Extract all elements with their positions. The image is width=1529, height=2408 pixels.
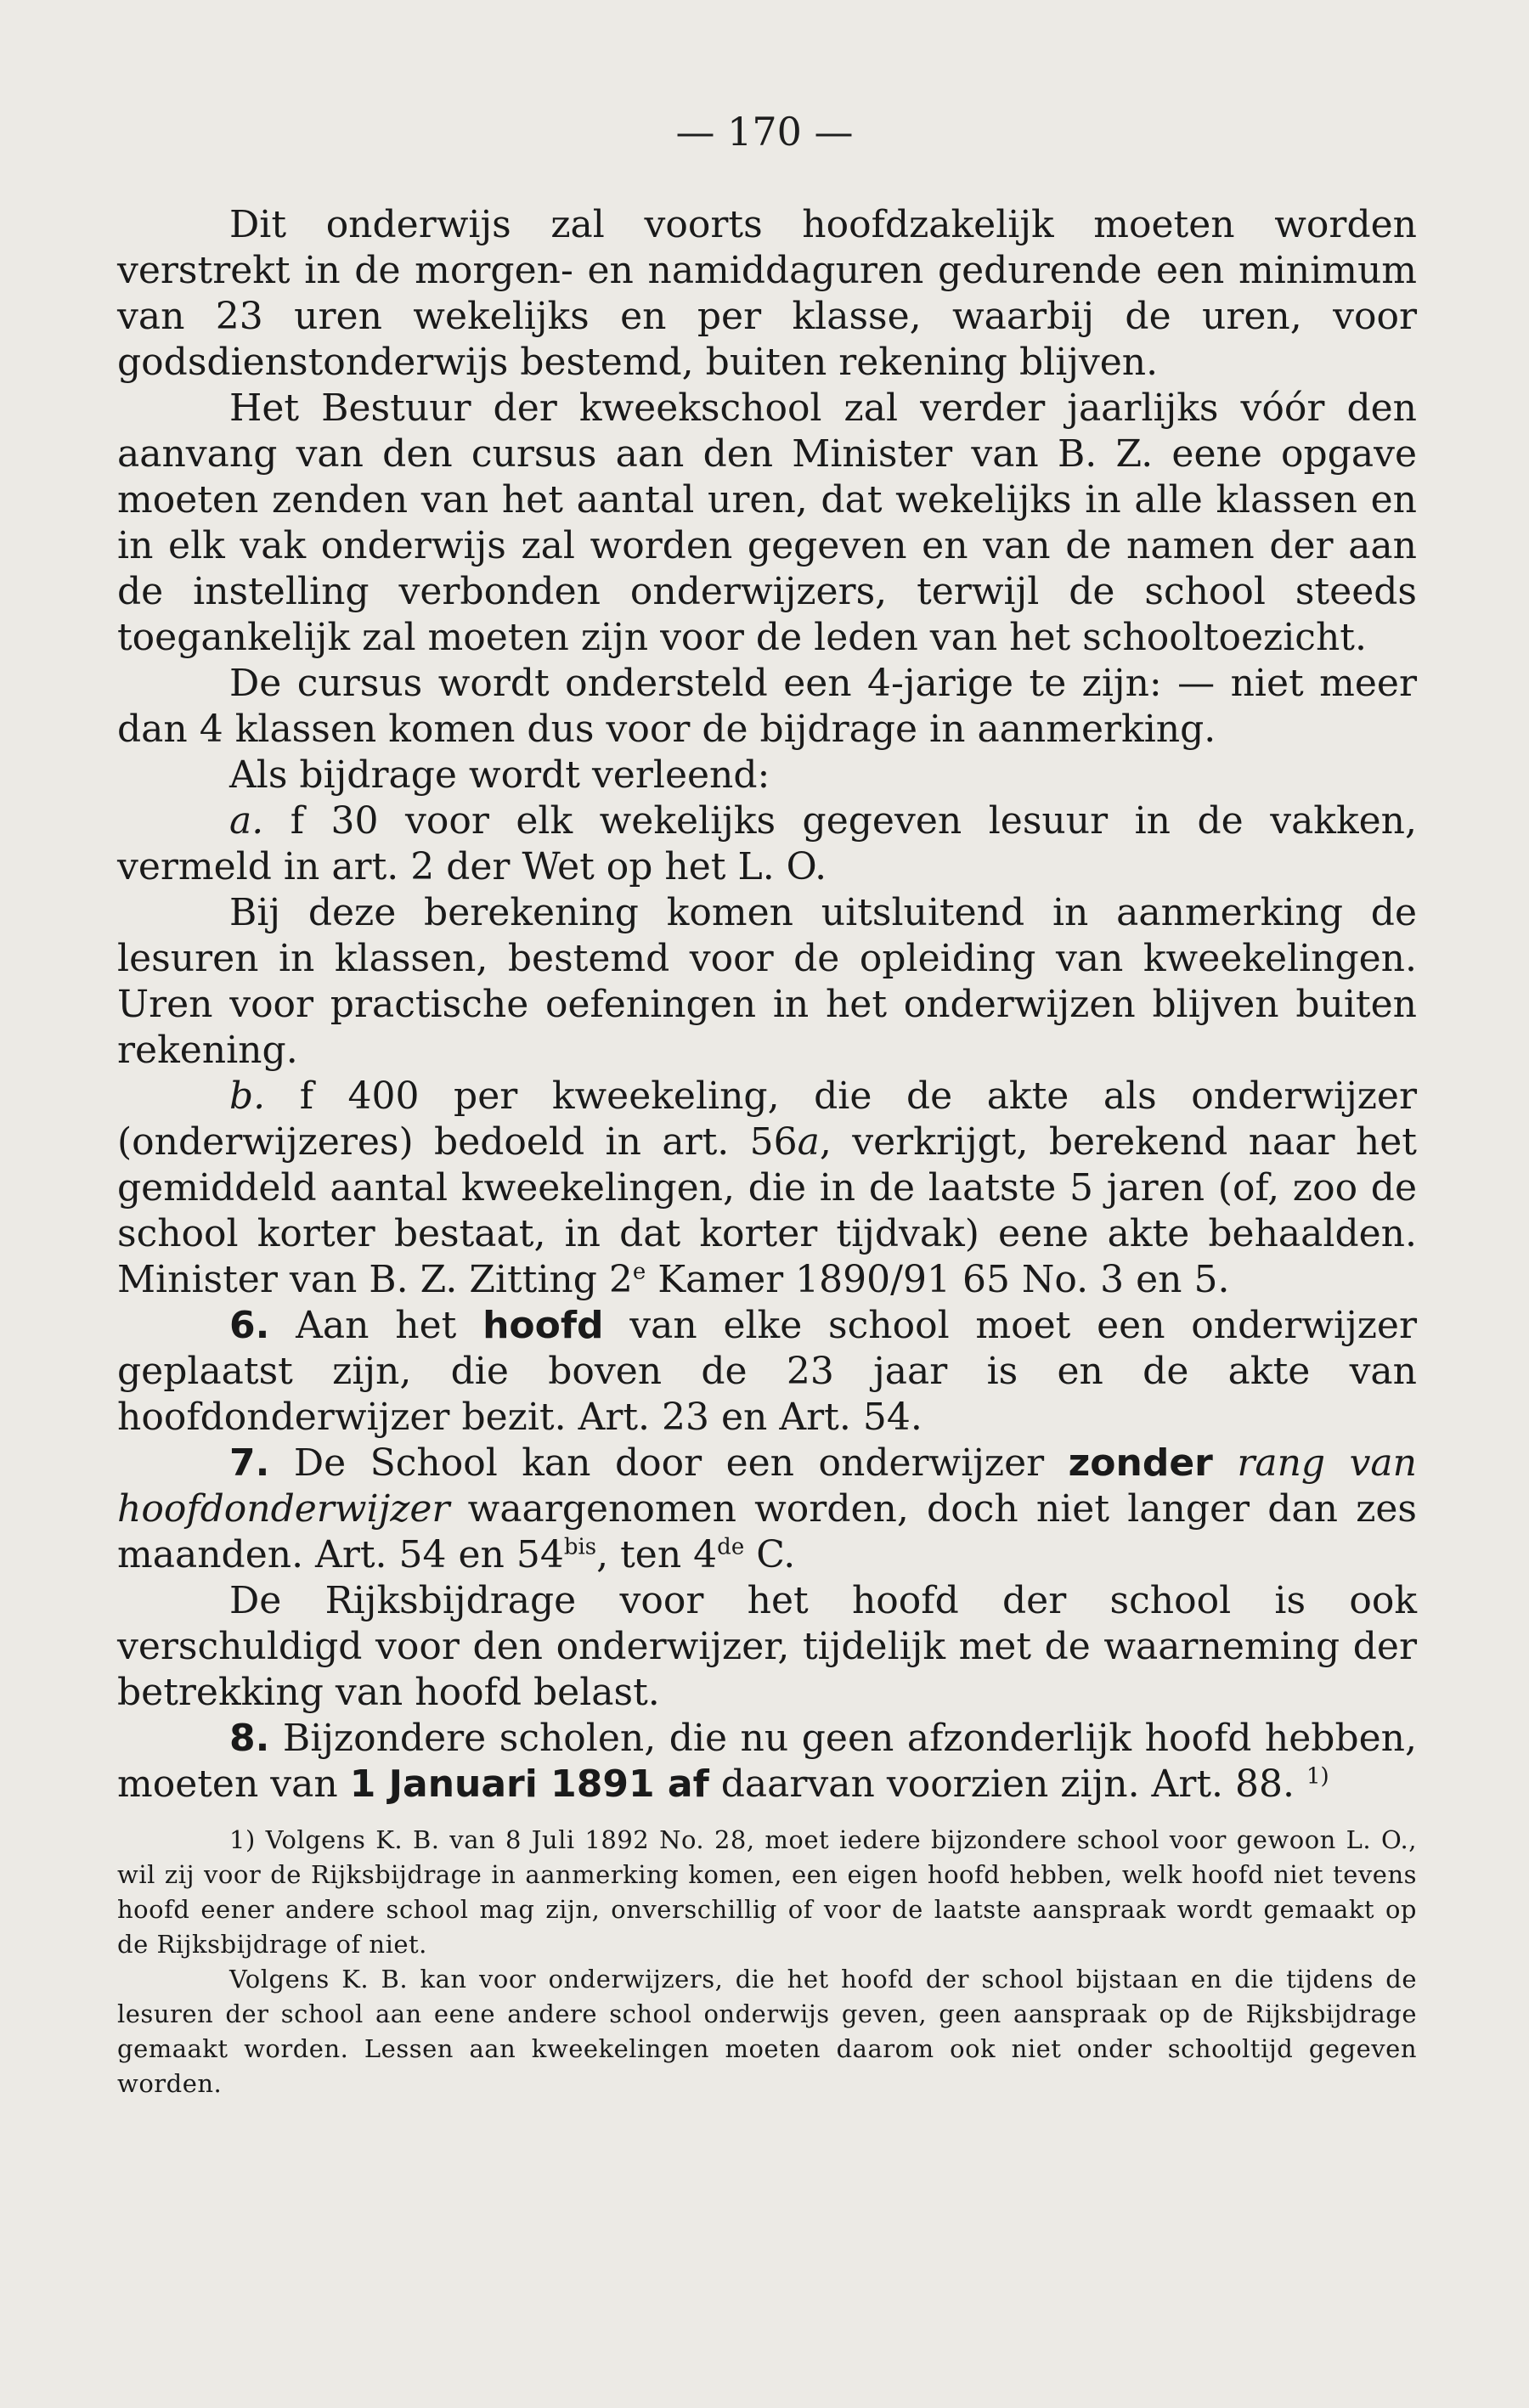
paragraph-rijksbijdrage: De Rijksbijdrage voor het hoofd der school is ook verschuldigd voor den onderwijzer, tijdelijk met de waarneming der betrekking van hoofd belast. xyxy=(117,1579,1417,1714)
paragraph-a xyxy=(117,798,1417,890)
item-label-a: a. xyxy=(229,799,264,843)
section-number-6: 6. xyxy=(229,1304,270,1347)
section-number-8: 8. xyxy=(229,1717,270,1760)
body-text xyxy=(117,202,1417,2101)
footnote-1: 1) Volgens K. B. van 8 Juli 1892 No. 28, moet iedere bijzondere school voor gewoon L. O., wil zij voor de Rijksbijdrage in aanmerking komen, een eigen hoofd hebben, welk hoofd niet tevens hoofd eener andere school mag zijn, onverschillig of voor de laatste aanspraak wordt gemaakt op de Rijksbijdrage of niet. xyxy=(117,1825,1417,1959)
section-number-7: 7. xyxy=(229,1441,270,1485)
paragraph-1: Dit onderwijs zal voorts hoofdzakelijk moeten worden verstrekt in de morgen- en namiddaguren gedurende een minimum van 23 uren wekelijks en per klasse, waarbij de uren, voor godsdienstonderwijs bestemd, buiten rekening blijven. xyxy=(117,203,1417,384)
item-label-b: b. xyxy=(229,1074,266,1118)
paragraph-6-hoofd: 6. Aan het hoofd van elke school moet een onderwijzer geplaatst zijn, die boven de 23 jaar is en de akte van hoofdonderwijzer bezit. Art. 23 en Art. 54. xyxy=(117,1304,1417,1439)
paragraph-8-bijzondere: 8. Bijzondere scholen, die nu geen afzonderlijk hoofd hebben, moeten van 1 Januari 1891 af daarvan voorzien zijn. Art. 88. $^{1)}$ xyxy=(117,1717,1417,1806)
paragraph-3: De cursus wordt ondersteld een 4-jarige te zijn: — niet meer dan 4 klassen komen dus voor de bijdrage in aanmerking. xyxy=(117,662,1417,751)
paragraph-b: b. f 400 per kweekeling, die de akte als onderwijzer (onderwijzeres) bedoeld in art. 56a, verkrijgt, berekend naar het gemiddeld aantal kweekelingen, die in de laatste 5 jaren (of, zoo de school korter bestaat, in dat korter tijdvak) eene akte behaalden. Minister van B. Z. Zitting 2e Kamer 1890/91 65 No. 3 en 5. xyxy=(117,1074,1417,1301)
item-a-text: f 30 voor elk wekelijks gegeven lesuur in de vakken, vermeld in art. 2 der Wet op het L. O. xyxy=(117,799,1417,888)
paragraph-6: Bij deze berekening komen uitsluitend in aanmerking de lesuren in klassen, bestemd voor de opleiding van kweekelingen. Uren voor practische oefeningen in het onderwijzen blijven buiten rekening. xyxy=(117,891,1417,1072)
footnotes xyxy=(117,1823,1417,2101)
footnote-ref: 1) xyxy=(1306,1763,1329,1790)
paragraph-2: Het Bestuur der kweekschool zal verder jaarlijks vóór den aanvang van den cursus aan den Minister van B. Z. eene opgave moeten zenden van het aantal uren, dat wekelijks in alle klassen en in elk vak onderwijs zal worden gegeven en van de namen der aan de instelling verbonden onderwijzers, terwijl de school steeds toegankelijk zal moeten zijn voor de leden van het schooltoezicht. xyxy=(117,386,1417,659)
footnote-2: Volgens K. B. kan voor onderwijzers, die het hoofd der school bijstaan en die tijdens de lesuren der school aan eene andere school onderwijs geven, geen aanspraak op de Rijksbijdrage gemaakt worden. Lessen aan kweekelingen moeten daarom ook niet onder schooltijd gegeven worden. xyxy=(117,1965,1417,2098)
paragraph-7-waarneming: 7. De School kan door een onderwijzer zonder rang van hoofdonderwijzer waargenomen worden, doch niet langer dan zes maanden. Art. 54 en $54^{bis}$, ten 4de C. xyxy=(117,1441,1417,1576)
paragraph-4: Als bijdrage wordt verleend: xyxy=(229,753,770,797)
page-number: — 170 — xyxy=(675,109,854,155)
